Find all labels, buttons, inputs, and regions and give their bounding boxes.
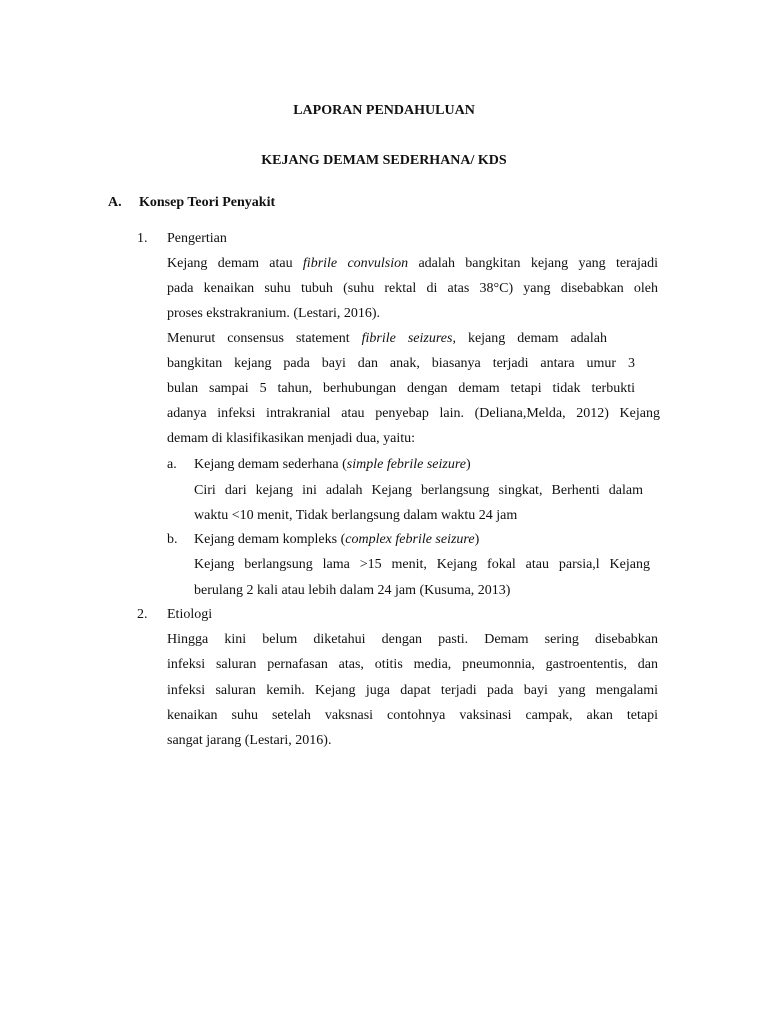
paragraph-line: pada kenaikan suhu tubuh (suhu rektal di atas 38°C) yang disebabkan oleh xyxy=(167,281,658,296)
paragraph-line: infeksi saluran pernafasan atas, otitis media, pneumonnia, gastroententis, dan xyxy=(167,657,658,672)
paragraph-line: Hingga kini belum diketahui dengan pasti. Demam sering disebabkan xyxy=(167,632,658,647)
paragraph-line: berulang 2 kali atau lebih dalam 24 jam (Kusuma, 2013) xyxy=(194,583,511,598)
paragraph-line: Menurut consensus statement fibrile seizures, kejang demam adalah xyxy=(167,331,608,346)
paragraph-line: Kejang demam atau fibrile convulsion adalah bangkitan kejang yang terajadi xyxy=(167,256,658,271)
paragraph-line: bulan sampai 5 tahun, berhubungan dengan demam tetapi tidak terbukti xyxy=(167,381,635,396)
paragraph-line: adanya infeksi intrakranial atau penyebap lain. (Deliana,Melda, 2012) Kejang xyxy=(167,406,660,421)
item-1-number: 1. xyxy=(137,231,148,246)
paragraph-line: kenaikan suhu setelah vaksnasi contohnya vaksinasi campak, akan tetapi xyxy=(167,708,658,723)
paragraph-line: waktu <10 menit, Tidak berlangsung dalam waktu 24 jam xyxy=(194,508,518,523)
paragraph-line: Kejang berlangsung lama >15 menit, Kejang fokal atau parsia,l Kejang xyxy=(194,557,650,572)
item-2-heading: Etiologi xyxy=(167,607,213,622)
section-a-heading: Konsep Teori Penyakit xyxy=(139,195,276,210)
item-2-number: 2. xyxy=(137,607,148,622)
document-subtitle: KEJANG DEMAM SEDERHANA/ KDS xyxy=(261,153,507,168)
paragraph-line: demam di klasifikasikan menjadi dua, yaitu: xyxy=(167,431,416,446)
sub-item-a-marker: a. xyxy=(167,457,177,472)
sub-item-b-heading: Kejang demam kompleks (complex febrile seizure) xyxy=(194,532,480,547)
paragraph-line: proses ekstrakranium. (Lestari, 2016). xyxy=(167,306,381,321)
paragraph-line: sangat jarang (Lestari, 2016). xyxy=(167,733,332,748)
sub-item-a-heading: Kejang demam sederhana (simple febrile seizure) xyxy=(194,457,471,472)
section-a-marker: A. xyxy=(108,195,122,210)
paragraph-line: infeksi saluran kemih. Kejang juga dapat terjadi pada bayi yang mengalami xyxy=(167,683,658,698)
paragraph-line: Ciri dari kejang ini adalah Kejang berlangsung singkat, Berhenti dalam xyxy=(194,483,643,498)
sub-item-b-marker: b. xyxy=(167,532,178,547)
item-1-heading: Pengertian xyxy=(167,231,227,246)
document-title: LAPORAN PENDAHULUAN xyxy=(293,103,475,118)
paragraph-line: bangkitan kejang pada bayi dan anak, biasanya terjadi antara umur 3 xyxy=(167,356,635,371)
